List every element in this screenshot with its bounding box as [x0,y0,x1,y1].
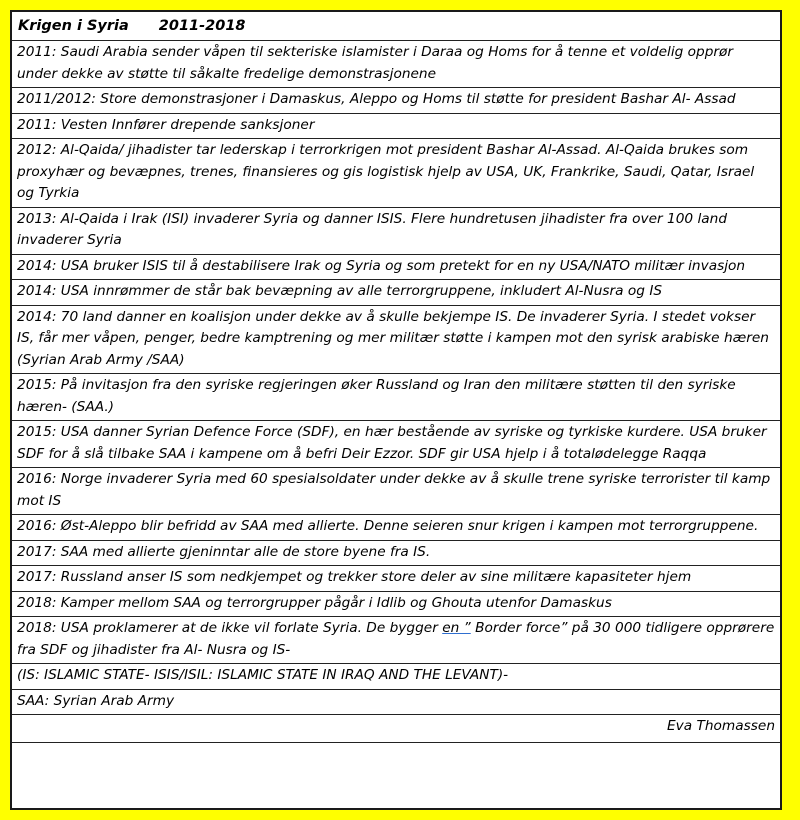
timeline-entry [12,617,780,664]
table-row [12,254,780,280]
note-entry: (IS: ISLAMIC STATE- ISIS/ISIL: ISLAMIC STATE IN IRAQ AND THE LEVANT)- [12,664,780,690]
timeline-entry: 2018: Kamper mellom SAA og terrorgrupper pågår i Idlib og Ghouta utenfor Damaskus [12,591,780,617]
table-row [12,41,780,88]
table-row [12,540,780,566]
underlined-word: en ” [442,620,471,636]
table-row [12,617,780,664]
table-row [12,305,780,374]
author-signature: Eva Thomassen [12,715,780,743]
timeline-entry: 2014: USA bruker ISIS til å destabilisere Irak og Syria og som pretekt for en ny USA/NATO militær invasjon [12,254,780,280]
table-row [12,207,780,254]
table-row [12,689,780,715]
timeline-entry: 2014: 70 land danner en koalisjon under dekke av å skulle bekjempe IS. De invaderer Syria. I stedet vokser IS, får mer våpen, penger, bedre kamptrening og mer militær støtte i kampen mot den syrisk arabiske hæren (Syrian Arab Army /SAA) [12,305,780,374]
timeline-table [12,40,780,743]
document-header [12,12,780,40]
table-row [12,515,780,541]
table-row [12,139,780,208]
document-title: Krigen i Syria [18,18,129,34]
timeline-entry: 2016: Øst-Aleppo blir befridd av SAA med allierte. Denne seieren snur krigen i kampen mot terrorgruppene. [12,515,780,541]
timeline-entry: 2011: Vesten Innfører drepende sanksjoner [12,113,780,139]
timeline-entry: 2012: Al-Qaida/ jihadister tar lederskap i terrorkrigen mot president Bashar Al-Assad. Al-Qaida brukes som proxyhær og bevæpnes, trenes, finansieres og gis logistisk hjelp av USA, UK, Frankrike, Saudi, Qatar, Israel og Tyrkia [12,139,780,208]
timeline-entry: 2014: USA innrømmer de står bak bevæpning av alle terrorgruppene, inkludert Al-Nusra og IS [12,280,780,306]
document-period: 2011-2018 [158,18,246,34]
timeline-entry: 2011: Saudi Arabia sender våpen til sekteriske islamister i Daraa og Homs for å tenne et voldelig opprør under dekke av støtte til såkalte fredelige demonstrasjonene [12,41,780,88]
timeline-entry: 2017: Russland anser IS som nedkjempet og trekker store deler av sine militære kapasiteter hjem [12,566,780,592]
signature-row [12,715,780,743]
table-row [12,88,780,114]
table-row [12,664,780,690]
entry-text-before: 2018: USA proklamerer at de ikke vil forlate Syria. De bygger [17,620,443,636]
timeline-entry: 2015: På invitasjon fra den syriske regjeringen øker Russland og Iran den militære støtten til den syriske hæren- (SAA.) [12,374,780,421]
table-row [12,468,780,515]
table-row [12,113,780,139]
table-row [12,421,780,468]
note-entry: SAA: Syrian Arab Army [12,689,780,715]
table-row [12,280,780,306]
timeline-entry: 2016: Norge invaderer Syria med 60 spesialsoldater under dekke av å skulle trene syriske terrorister til kamp mot IS [12,468,780,515]
table-row [12,566,780,592]
table-row [12,591,780,617]
document-sheet [10,10,782,810]
timeline-entry: 2015: USA danner Syrian Defence Force (SDF), en hær bestående av syriske og tyrkiske kurdere. USA bruker SDF for å slå tilbake SAA i kampene om å befri Deir Ezzor. SDF gir USA hjelp i å totalødelegge Raqqa [12,421,780,468]
table-row [12,374,780,421]
entry-text-after: Border force” på 30 000 tidligere opprørere fra SDF og jihadister fra Al- Nusra og IS- [17,620,775,658]
timeline-entry: 2013: Al-Qaida i Irak (ISI) invaderer Syria og danner ISIS. Flere hundretusen jihadister fra over 100 land invaderer Syria [12,207,780,254]
timeline-entry: 2011/2012: Store demonstrasjoner i Damaskus, Aleppo og Homs til støtte for president Bashar Al- Assad [12,88,780,114]
timeline-entry: 2017: SAA med allierte gjeninntar alle de store byene fra IS. [12,540,780,566]
